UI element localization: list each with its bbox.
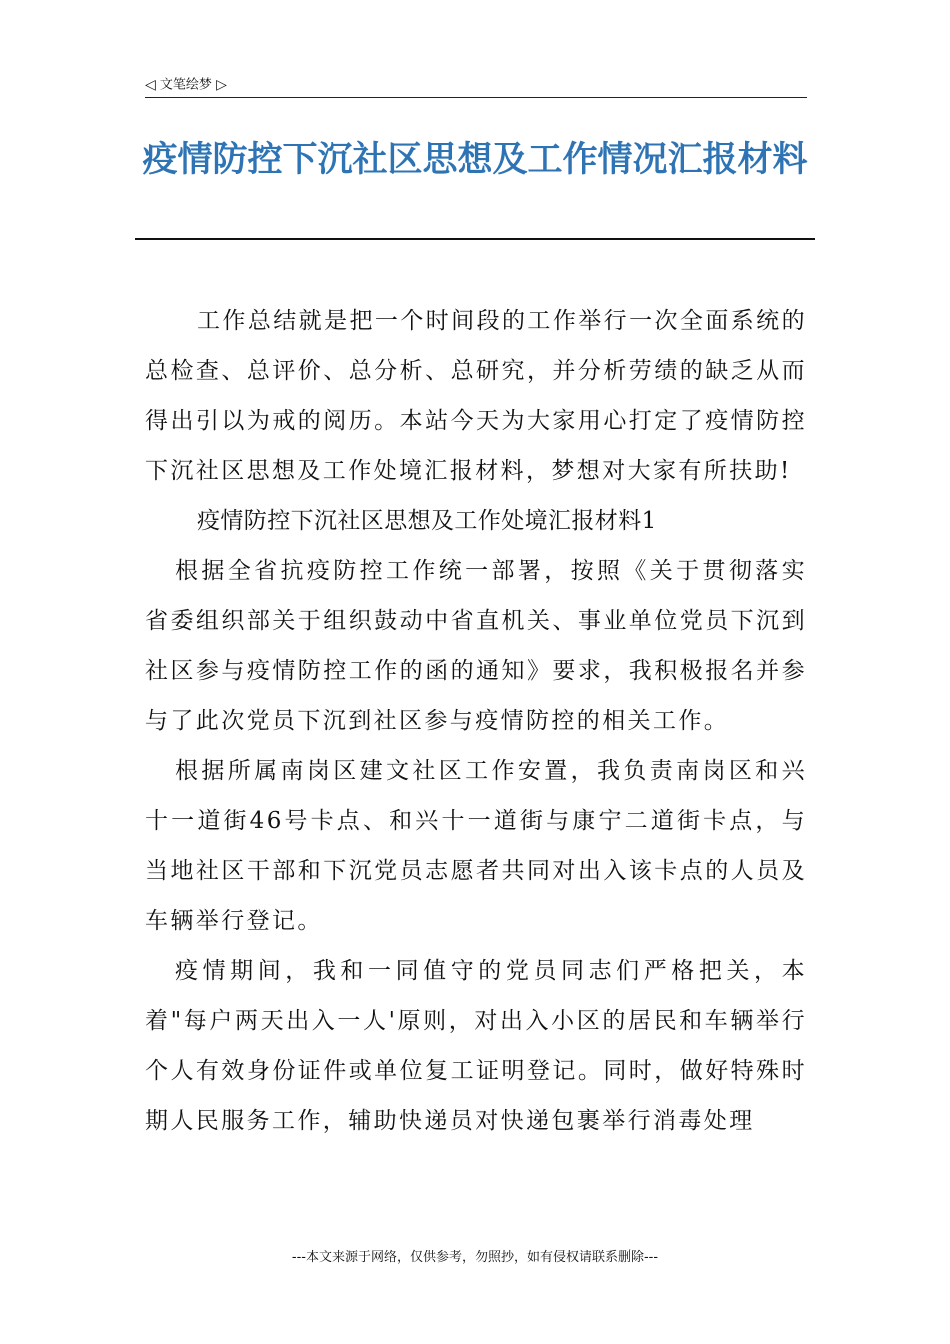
right-triangle-icon: ▷ bbox=[216, 77, 227, 93]
page-header bbox=[145, 74, 807, 98]
left-triangle-icon: ◁ bbox=[145, 77, 156, 93]
title-divider bbox=[135, 238, 815, 240]
paragraph: 根据全省抗疫防控工作统一部署，按照《关于贯彻落实省委组织部关于组织鼓动中省直机关、事业单位党员下沉到社区参与疫情防控工作的函的通知》要求，我积极报名并参与了此次党员下沉到社区参与疫情防控的相关工作。 bbox=[145, 558, 807, 734]
paragraph: 根据所属南岗区建文社区工作安置，我负责南岗区和兴十一道街46号卡点、和兴十一道街与康宁二道街卡点，与当地社区干部和下沉党员志愿者共同对出入该卡点的人员及车辆举行登记。 bbox=[145, 758, 807, 934]
header-text: 文笔绘梦 bbox=[159, 77, 212, 93]
document-title: 疫情防控下沉社区思想及工作情况汇报材料 bbox=[142, 139, 808, 180]
document-body bbox=[145, 296, 807, 1146]
paragraph: 疫情期间，我和一同值守的党员同志们严格把关，本着"每户两天出入一人'原则，对出入小区的居民和车辆举行个人有效身份证件或单位复工证明登记。同时，做好特殊时期人民服务工作，辅助快递员对快递包裹举行消毒处理 bbox=[145, 958, 807, 1134]
paragraph-intro: 工作总结就是把一个时间段的工作举行一次全面系统的总检查、总评价、总分析、总研究，并分析劳绩的缺乏从而得出引以为戒的阅历。本站今天为大家用心打定了疫情防控下沉社区思想及工作处境汇报材料，梦想对大家有所扶助! bbox=[145, 308, 807, 484]
section-heading: 疫情防控下沉社区思想及工作处境汇报材料1 bbox=[197, 508, 657, 534]
header-label bbox=[145, 74, 227, 97]
footer-disclaimer: ---本文来源于网络，仅供参考，勿照抄，如有侵权请联系删除--- bbox=[291, 1250, 659, 1265]
header-divider bbox=[145, 97, 807, 98]
